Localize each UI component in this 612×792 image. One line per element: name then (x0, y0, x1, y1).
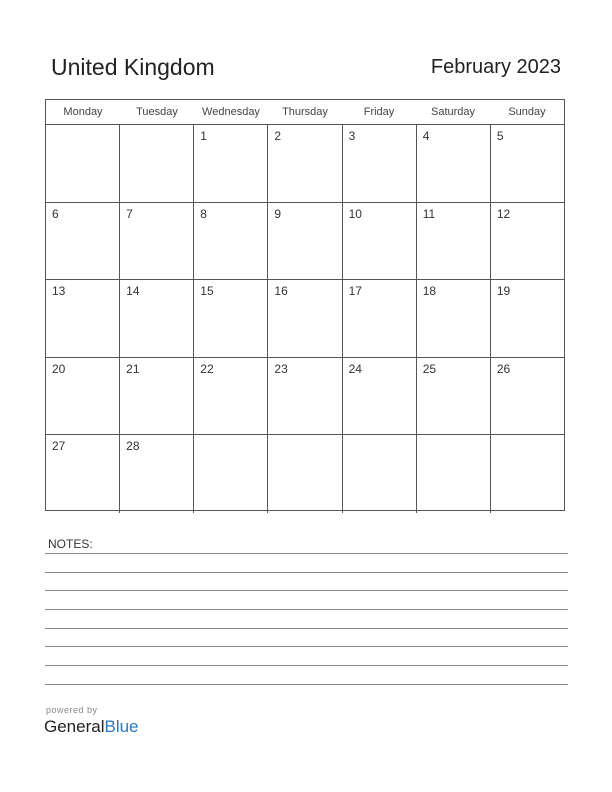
brand-logo[interactable] (44, 717, 139, 737)
day-number: 20 (52, 361, 66, 376)
day-cell (46, 125, 120, 202)
day-number: 18 (422, 284, 437, 299)
weekday-header: Sunday (508, 106, 546, 118)
note-line (45, 628, 568, 629)
brand-general-text: General (44, 717, 105, 736)
day-number: 1 (200, 129, 207, 143)
note-line (45, 572, 568, 573)
day-cell (194, 358, 268, 435)
notes-label: NOTES: (48, 537, 93, 551)
day-number: 2 (274, 129, 282, 143)
week-row (46, 435, 564, 513)
day-number: 3 (348, 129, 356, 143)
day-number: 6 (52, 206, 59, 221)
note-line (45, 665, 568, 666)
day-cell (343, 203, 417, 280)
day-cell (120, 435, 194, 513)
day-number: 10 (348, 206, 362, 221)
country-title: United Kingdom (51, 54, 215, 80)
month-title: February 2023 (430, 56, 561, 78)
day-cell (268, 358, 342, 435)
day-number: 12 (496, 206, 511, 221)
day-cell (343, 358, 417, 435)
note-line (45, 609, 568, 610)
day-cell (46, 280, 120, 357)
day-cell (268, 280, 342, 357)
day-number: 17 (348, 284, 362, 299)
day-cell (417, 125, 491, 202)
day-cell (268, 435, 342, 513)
weekday-header: Friday (363, 106, 395, 118)
day-cell (417, 358, 491, 435)
weekday-header-row (46, 100, 564, 125)
weekday-header: Tuesday (136, 106, 178, 118)
powered-by-text: powered by (46, 705, 98, 715)
calendar-grid (45, 99, 565, 511)
weekday-header: Monday (63, 106, 103, 118)
day-number: 5 (496, 129, 504, 143)
day-cell (491, 280, 564, 357)
day-number: 9 (274, 206, 282, 221)
day-cell (491, 203, 564, 280)
note-line (45, 590, 568, 591)
day-cell (194, 280, 268, 357)
day-cell (194, 203, 268, 280)
day-cell (46, 435, 120, 513)
note-line (45, 553, 568, 554)
day-number: 8 (200, 206, 207, 221)
day-cell (120, 358, 194, 435)
day-cell (268, 203, 342, 280)
day-cell (120, 125, 194, 202)
day-number: 19 (496, 284, 511, 299)
day-number: 11 (422, 206, 436, 221)
day-cell (343, 125, 417, 202)
day-number: 24 (348, 361, 362, 376)
day-number: 26 (496, 361, 511, 376)
day-cell (194, 125, 268, 202)
day-number: 23 (274, 361, 288, 376)
day-cell (491, 358, 564, 435)
day-number: 16 (274, 284, 288, 299)
day-number: 21 (126, 361, 140, 376)
week-row (46, 358, 564, 436)
day-cell (268, 125, 342, 202)
day-cell (46, 203, 120, 280)
day-cell (491, 125, 564, 202)
day-cell (343, 280, 417, 357)
day-number: 15 (200, 284, 214, 299)
day-cell (120, 203, 194, 280)
day-cell (417, 203, 491, 280)
day-cell (46, 358, 120, 435)
day-number: 14 (126, 284, 140, 299)
weekday-header: Saturday (430, 106, 476, 118)
day-number: 27 (52, 439, 66, 454)
day-number: 22 (200, 361, 214, 376)
day-number: 7 (126, 206, 133, 221)
day-number: 13 (52, 284, 66, 299)
day-cell (194, 435, 268, 513)
note-line (45, 684, 568, 685)
week-row (46, 203, 564, 281)
weekday-header: Thursday (282, 106, 328, 118)
day-cell (120, 280, 194, 357)
weekday-header: Wednesday (202, 106, 260, 118)
note-line (45, 646, 568, 647)
day-cell (417, 435, 491, 513)
day-number: 25 (422, 361, 437, 376)
week-row (46, 125, 564, 203)
day-number: 4 (422, 129, 430, 143)
brand-blue-text: Blue (104, 717, 139, 736)
day-cell (343, 435, 417, 513)
week-row (46, 280, 564, 358)
day-cell (417, 280, 491, 357)
day-cell (491, 435, 564, 513)
day-number: 28 (126, 439, 140, 454)
